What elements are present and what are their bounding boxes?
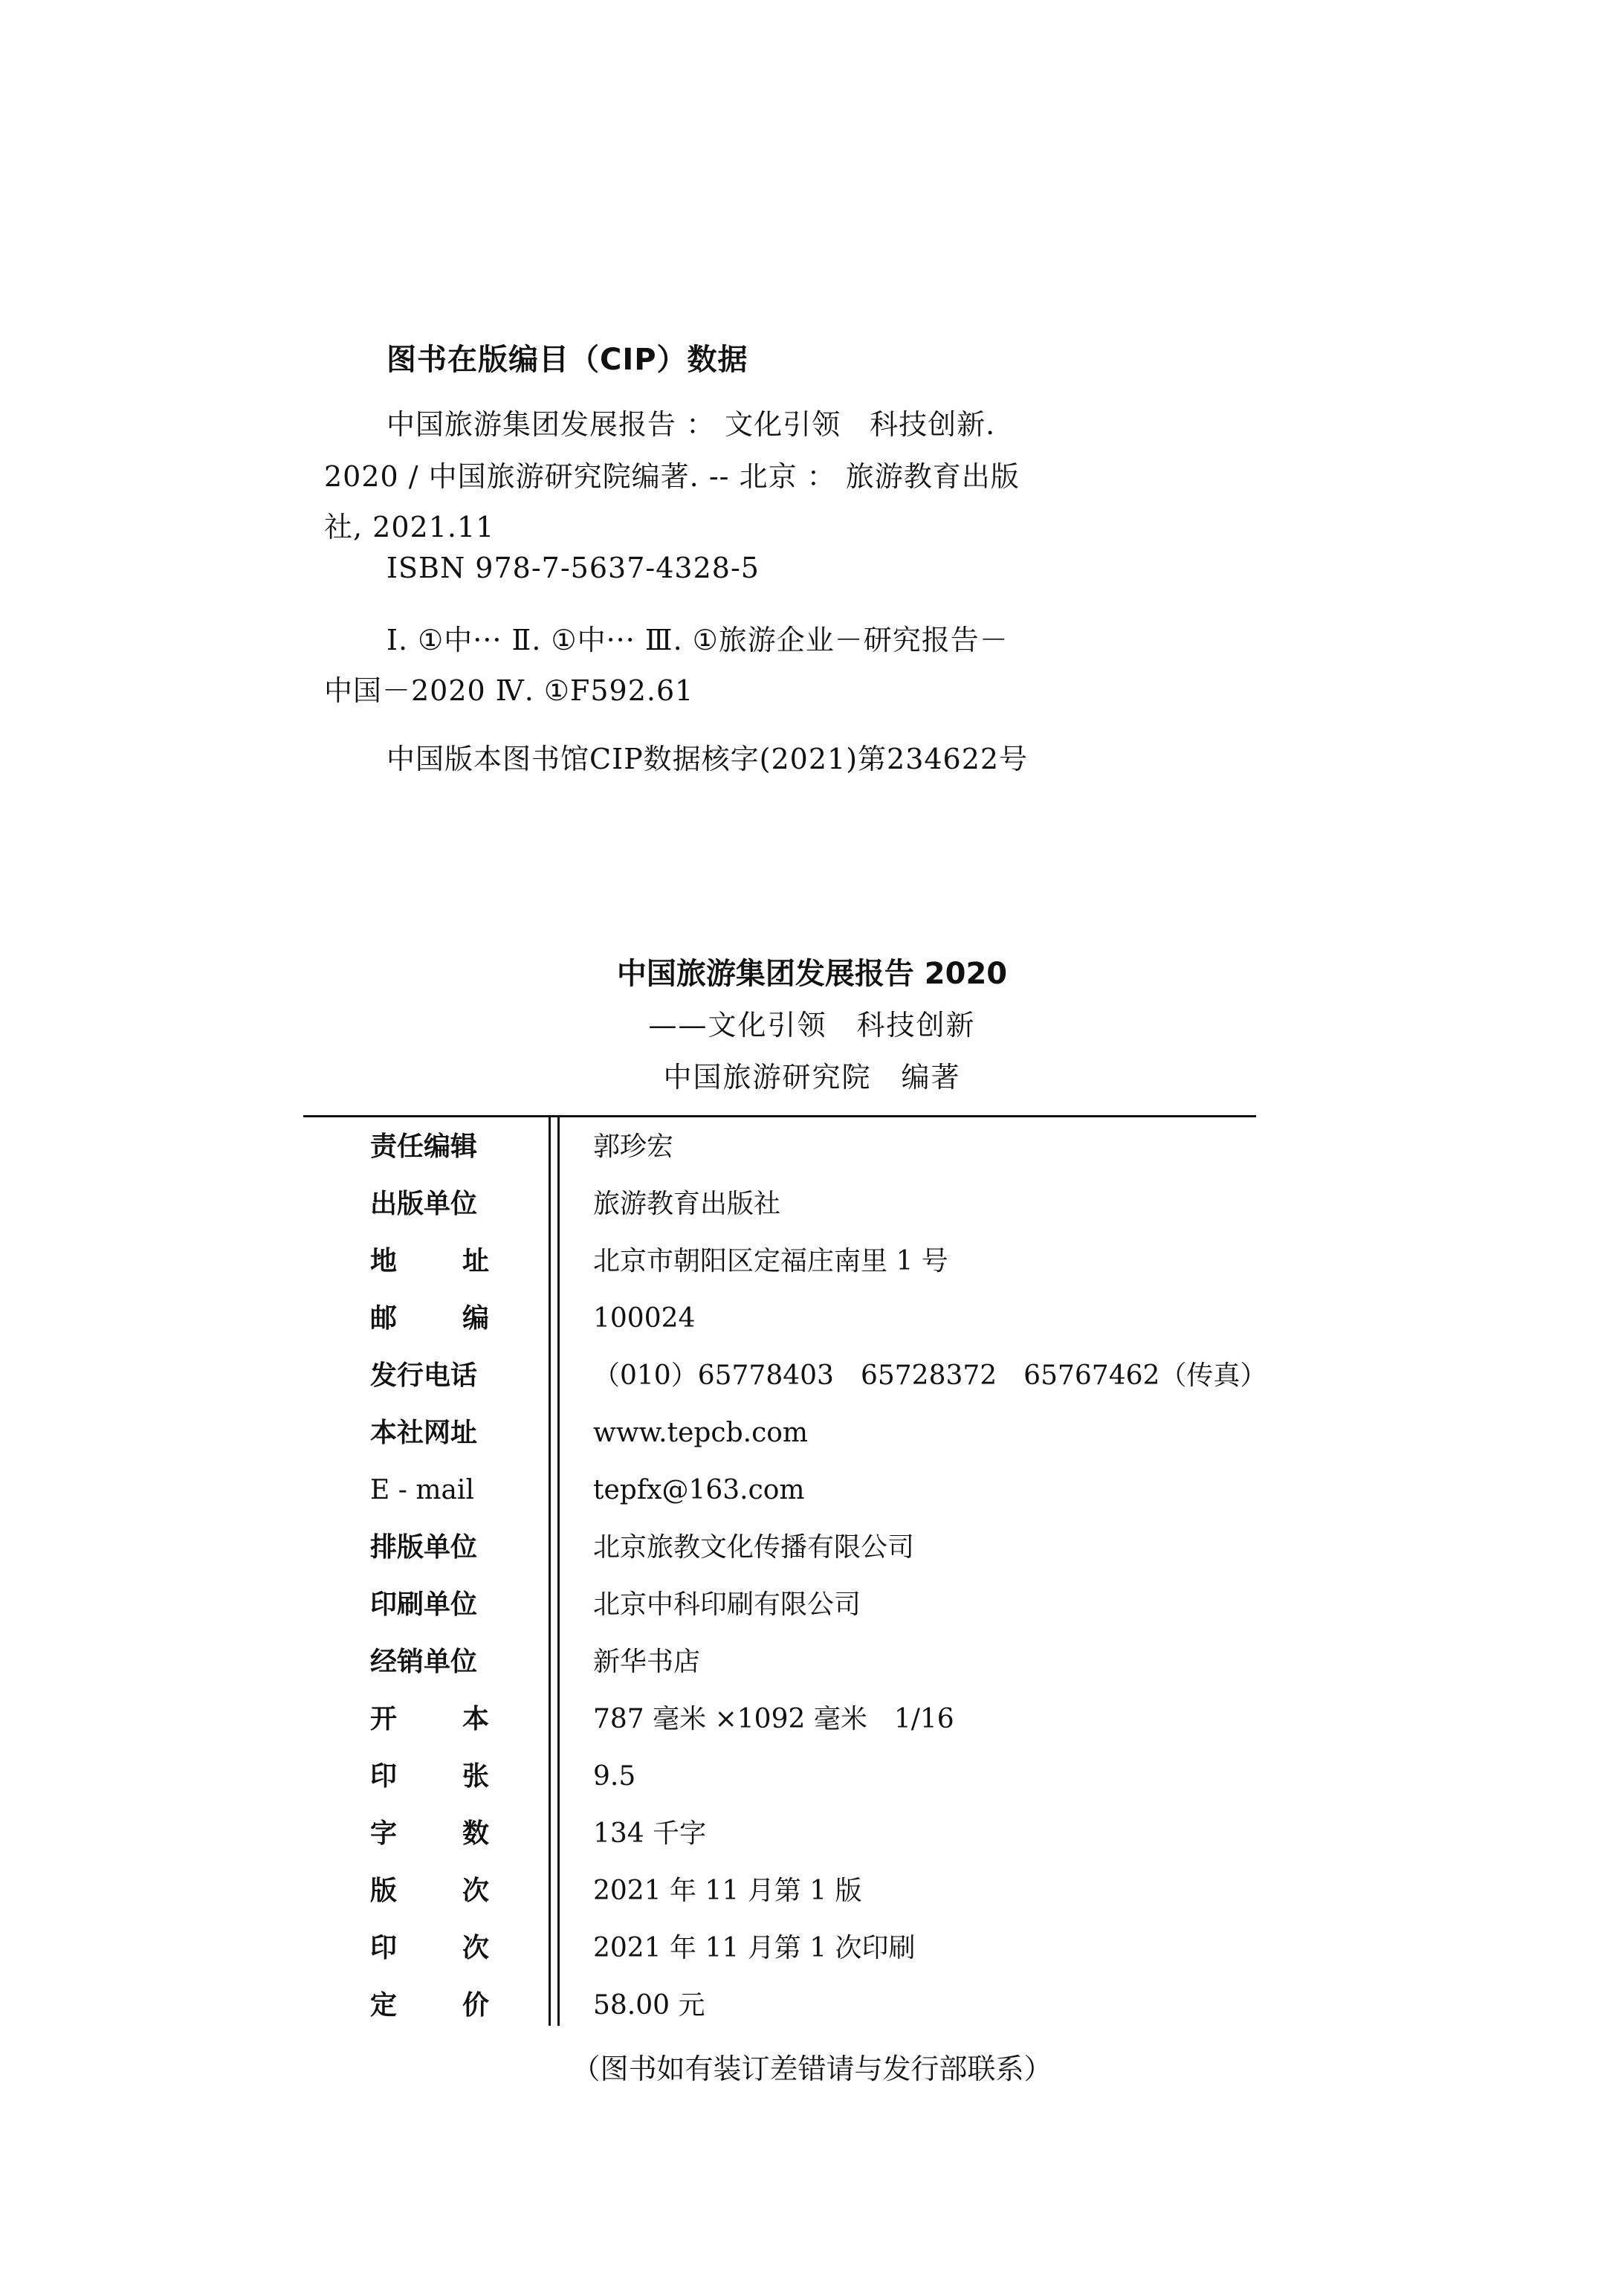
row-label: E - mail (370, 1475, 474, 1505)
cip-heading: 图书在版编目（CIP）数据 (386, 343, 748, 377)
row-value: 郭珍宏 (593, 1131, 674, 1162)
row-value: 58.00 元 (593, 1990, 705, 2021)
row-value: 2021 年 11 月第 1 版 (593, 1876, 862, 1906)
row-label: 出版单位 (370, 1189, 478, 1219)
row-value: www.tepcb.com (593, 1418, 809, 1448)
cip-line-2: 2020 / 中国旅游研究院编著. -- 北京 ： 旅游教育出版 (324, 460, 1020, 493)
row-label: 定 价 (370, 1990, 489, 2021)
table-top-rule (303, 1115, 1256, 1117)
row-value: 旅游教育出版社 (593, 1189, 781, 1219)
book-author: 中国旅游研究院 编著 (663, 1061, 961, 1094)
row-label: 版 次 (370, 1876, 489, 1906)
row-label: 责任编辑 (370, 1131, 478, 1162)
row-label: 经销单位 (370, 1647, 478, 1677)
cip-classification-line-1: Ⅰ. ①中··· Ⅱ. ①中··· Ⅲ. ①旅游企业－研究报告－ (386, 624, 1009, 656)
row-label: 本社网址 (370, 1418, 478, 1448)
table-row (0, 1350, 1624, 1402)
book-subtitle: ——文化引领 科技创新 (648, 1009, 976, 1042)
table-row (0, 1751, 1624, 1803)
cip-record-number: 中国版本图书馆CIP数据核字(2021)第234622号 (386, 743, 1029, 775)
row-value: 2021 年 11 月第 1 次印刷 (593, 1933, 916, 1963)
cip-line-1: 中国旅游集团发展报告 ： 文化引领 科技创新. (386, 408, 996, 441)
table-row (0, 1980, 1624, 2032)
cip-classification-line-2: 中国－2020 Ⅳ. ①F592.61 (324, 674, 694, 707)
table-row (0, 1579, 1624, 1631)
row-value: 北京市朝阳区定福庄南里 1 号 (593, 1246, 948, 1276)
row-label: 排版单位 (370, 1532, 478, 1563)
row-label: 开 本 (370, 1704, 489, 1734)
cip-line-3: 社, 2021.11 (324, 511, 495, 543)
row-label: 地 址 (370, 1246, 489, 1276)
row-label: 印 次 (370, 1933, 489, 1963)
table-row (0, 1465, 1624, 1517)
row-value: 787 毫米 ×1092 毫米 1/16 (593, 1704, 954, 1734)
row-value: 新华书店 (593, 1647, 701, 1677)
table-row (0, 1121, 1624, 1173)
table-row (0, 1808, 1624, 1860)
table-row (0, 1693, 1624, 1746)
table-row (0, 1178, 1624, 1230)
row-value: （010）65778403 65728372 65767462（传真） (593, 1360, 1267, 1391)
row-label: 印 张 (370, 1761, 489, 1792)
table-row (0, 1407, 1624, 1459)
row-label: 邮 编 (370, 1303, 489, 1334)
book-title: 中国旅游集团发展报告 2020 (616, 957, 1008, 991)
table-row (0, 1865, 1624, 1917)
footer-note: （图书如有装订差错请与发行部联系） (572, 2053, 1052, 2085)
row-value: 100024 (593, 1303, 696, 1334)
table-row (0, 1236, 1624, 1288)
row-label: 字 数 (370, 1818, 489, 1849)
cip-isbn: ISBN 978-7-5637-4328-5 (386, 552, 760, 584)
row-value: 北京旅教文化传播有限公司 (593, 1532, 915, 1563)
row-label: 发行电话 (370, 1360, 478, 1391)
table-row (0, 1922, 1624, 1974)
row-value: 134 千字 (593, 1818, 707, 1849)
row-value: tepfx@163.com (593, 1475, 805, 1505)
table-row (0, 1293, 1624, 1345)
table-row (0, 1636, 1624, 1688)
row-value: 北京中科印刷有限公司 (593, 1589, 861, 1620)
row-value: 9.5 (593, 1761, 636, 1792)
row-label: 印刷单位 (370, 1589, 478, 1620)
table-row (0, 1522, 1624, 1574)
